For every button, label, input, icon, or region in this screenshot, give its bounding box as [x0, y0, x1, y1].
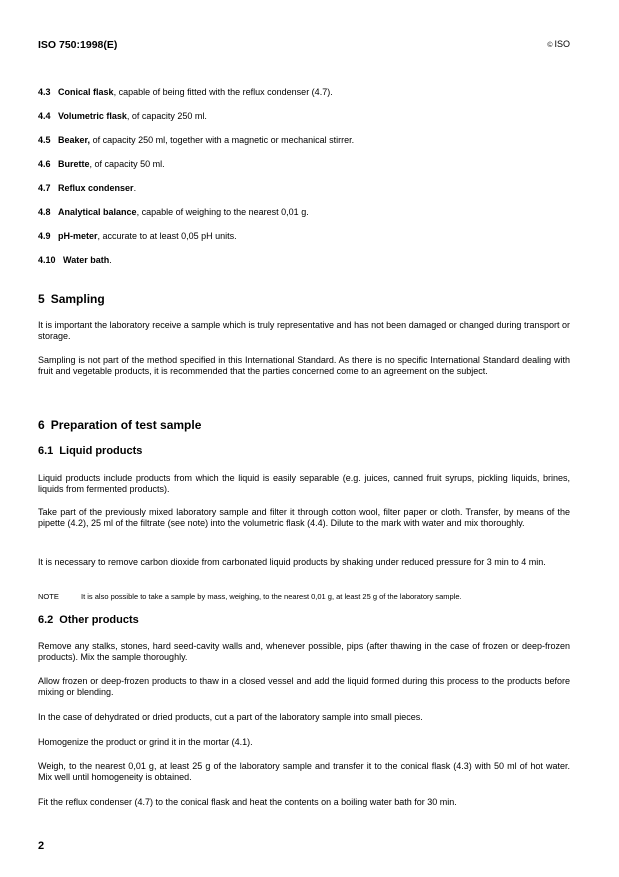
section-6-2-paragraph-4: Homogenize the product or grind it in the mortar (4.1).	[38, 737, 253, 747]
section-6-heading: 6 Preparation of test sample	[38, 418, 202, 432]
section-6-1-paragraph-3: It is necessary to remove carbon dioxide from carbonated liquid products by shaking under reduced pressure for 3 min to 4 min.	[38, 557, 546, 567]
apparatus-list	[38, 87, 570, 279]
note	[38, 592, 570, 602]
list-item: 4.7 Reflux condenser.	[38, 183, 137, 193]
document-id: ISO 750:1998(E)	[38, 39, 118, 51]
section-6-1-heading: 6.1 Liquid products	[38, 445, 143, 457]
copyright-symbol: ©	[547, 42, 553, 49]
list-item: 4.3 Conical flask, capable of being fitted with the reflux condenser (4.7).	[38, 87, 333, 97]
copyright-notice	[547, 39, 570, 49]
page-number: 2	[38, 840, 45, 852]
list-item: 4.10 Water bath.	[38, 255, 112, 265]
note-text: It is also possible to take a sample by mass, weighing, to the nearest 0,01 g, at least 25 g of the laboratory sample.	[81, 592, 462, 601]
section-6-2-paragraph-2: Allow frozen or deep-frozen products to thaw in a closed vessel and add the liquid formed during this process to the products before mixing or blending.	[38, 676, 570, 697]
list-item: 4.4 Volumetric flask, of capacity 250 ml.	[38, 111, 207, 121]
section-6-2-heading: 6.2 Other products	[38, 614, 139, 626]
section-5-heading: 5 Sampling	[38, 292, 105, 306]
section-6-2-paragraph-3: In the case of dehydrated or dried products, cut a part of the laboratory sample into small pieces.	[38, 712, 423, 722]
section-6-1-paragraph-1: Liquid products include products from which the liquid is easily separable (e.g. juices, canned fruit syrups, pickling liquids, brines, liquids from fermented products).	[38, 473, 570, 494]
note-label: NOTE	[38, 592, 59, 601]
section-5-paragraph-1: It is important the laboratory receive a sample which is truly representative and has not been damaged or changed during transport or storage.	[38, 320, 570, 341]
section-6-1-paragraph-2: Take part of the previously mixed laboratory sample and filter it through cotton wool, filter paper or cloth. Transfer, by means of the pipette (4.2), 25 ml of the filtrate (see note) into the volumetric flask (4.4). Dilute to the mark with water and mix thoroughly.	[38, 507, 570, 528]
list-item: 4.5 Beaker, of capacity 250 ml, together with a magnetic or mechanical stirrer.	[38, 135, 355, 145]
list-item: 4.8 Analytical balance, capable of weighing to the nearest 0,01 g.	[38, 207, 309, 217]
copyright-owner: ISO	[554, 39, 570, 49]
section-6-2-paragraph-6: Fit the reflux condenser (4.7) to the conical flask and heat the contents on a boiling water bath for 30 min.	[38, 797, 457, 807]
list-item: 4.9 pH-meter, accurate to at least 0,05 pH units.	[38, 231, 237, 241]
section-5-paragraph-2: Sampling is not part of the method specified in this International Standard. As there is no specific International Standard dealing with fruit and vegetable products, it is recommended that the parties concerned come to an agreement on the subject.	[38, 355, 570, 376]
section-6-2-paragraph-1: Remove any stalks, stones, hard seed-cavity walls and, whenever possible, pips (after thawing in the case of frozen or deep-frozen products). Mix the sample thoroughly.	[38, 641, 570, 662]
section-6-2-paragraph-5: Weigh, to the nearest 0,01 g, at least 25 g of the laboratory sample and transfer it to the conical flask (4.3) with 50 ml of hot water. Mix well until homogeneity is obtained.	[38, 761, 570, 782]
list-item: 4.6 Burette, of capacity 50 ml.	[38, 159, 165, 169]
